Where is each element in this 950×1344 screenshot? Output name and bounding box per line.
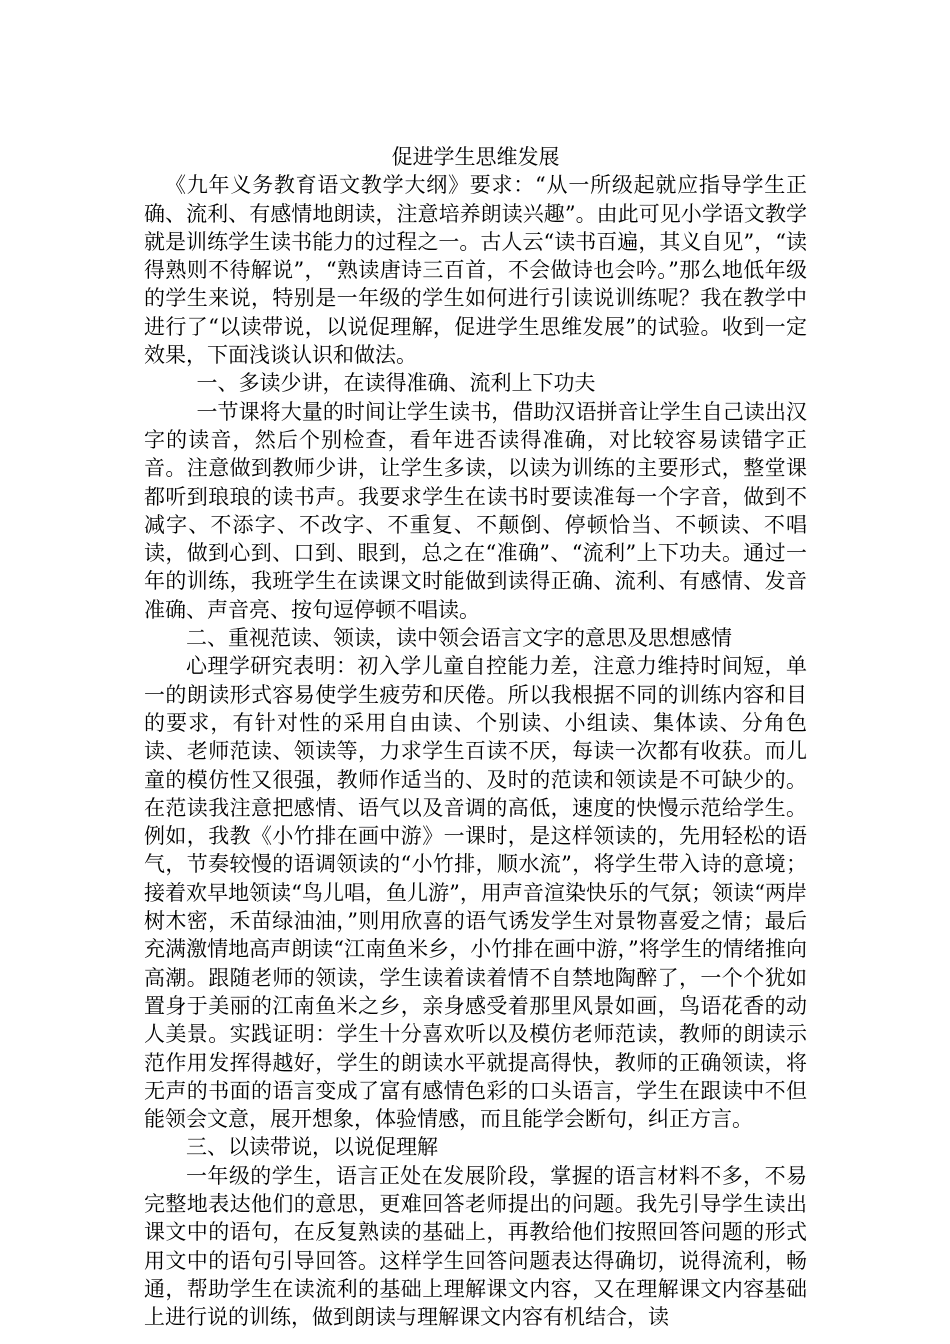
document-title: 促进学生思维发展 [391, 145, 560, 169]
section-3-body: 一年级的学生，语言正处在发展阶段，掌握的语言材料不多，不易完整地表达他们的意思，更难回答老师提出的问题。我先引导学生读出课文中的语句，在反复熟读的基础上，再教给他们按照回答问题的形式用文中的语句引导回答。这样学生回答问题表达得确切，说得流利，畅通，帮助学生在读流利的基础上理解课文内容，又在理解课文内容基础上进行说的训练，做到朗读与理解课文内容有机结合，读 [144, 1163, 807, 1330]
intro-paragraph: 《九年义务教育语文教学大纲》要求：“从一所级起就应指导学生正确、流利、有感情地朗读，注意培养朗读兴趣”。由此可见小学语文教学就是训练学生读书能力的过程之一。古人云“读书百遍，其义自见”，“读得熟则不待解说”，“熟读唐诗三百首，不会做诗也会吟。”那么地低年级的学生来说，特别是一年级的学生如何进行引读说训练呢？我在教学中进行了“以读带说，以说促理解，促进学生思维发展”的试验。收到一定效果，下面浅谈认识和做法。 [144, 173, 807, 368]
document-page [144, 143, 807, 1331]
section-2-heading: 二、重视范读、领读，读中领会语言文字的意思及思想感情 [186, 626, 732, 651]
section-1-heading: 一、多读少讲，在读得准确、流利上下功夫 [196, 371, 596, 396]
section-2-body: 心理学研究表明：初入学儿童自控能力差，注意力维持时间短，单一的朗读形式容易使学生疲劳和厌倦。所以我根据不同的训练内容和目的要求，有针对性的采用自由读、个别读、小组读、集体读、分角色读、老师范读、领读等，力求学生百读不厌，每读一次都有收获。而儿童的模仿性又很强，教师作适当的、及时的范读和领读是不可缺少的。在范读我注意把感情、语气以及音调的高低，速度的快慢示范给学生。例如，我教《小竹排在画中游》一课时，是这样领读的，先用轻松的语气，节奏较慢的语调领读的“小竹排，顺水流”，将学生带入诗的意境；接着欢早地领读“鸟儿唱，鱼儿游”，用声音渲染快乐的气氛；领读“两岸树木密，禾苗绿油油，”则用欣喜的语气诱发学生对景物喜爱之情；最后充满激情地高声朗读“江南鱼米乡，小竹排在画中游，”将学生的情绪推向高潮。跟随老师的领读，学生读着读着情不自禁地陶醉了，一个个犹如置身于美丽的江南鱼米之乡，亲身感受着那里风景如画，鸟语花香的动人美景。实践证明：学生十分喜欢听以及模仿老师范读，教师的朗读示范作用发挥得越好，学生的朗读水平就提高得快，教师的正确领读，将无声的书面的语言变成了富有感情色彩的口头语言，学生在跟读中不但能领会文意，展开想象，体验情感，而且能学会断句，纠正方言。 [144, 654, 807, 1132]
section-1-body: 一节课将大量的时间让学生读书，借助汉语拼音让学生自己读出汉字的读音，然后个别检查，看年进否读得准确，对比较容易读错字正音。注意做到教师少讲，让学生多读，以读为训练的主要形式，整堂课都听到琅琅的读书声。我要求学生在读书时要读准每一个字音，做到不减字、不添字、不改字、不重复、不颠倒、停顿恰当、不顿读、不唱读，做到心到、口到、眼到，总之在“准确”、“流利”上下功夫。通过一年的训练，我班学生在读课文时能做到读得正确、流利、有感情、发音准确、声音亮、按句逗停顿不唱读。 [144, 399, 807, 622]
section-3-heading: 三、以读带说，以说促理解 [186, 1135, 438, 1160]
